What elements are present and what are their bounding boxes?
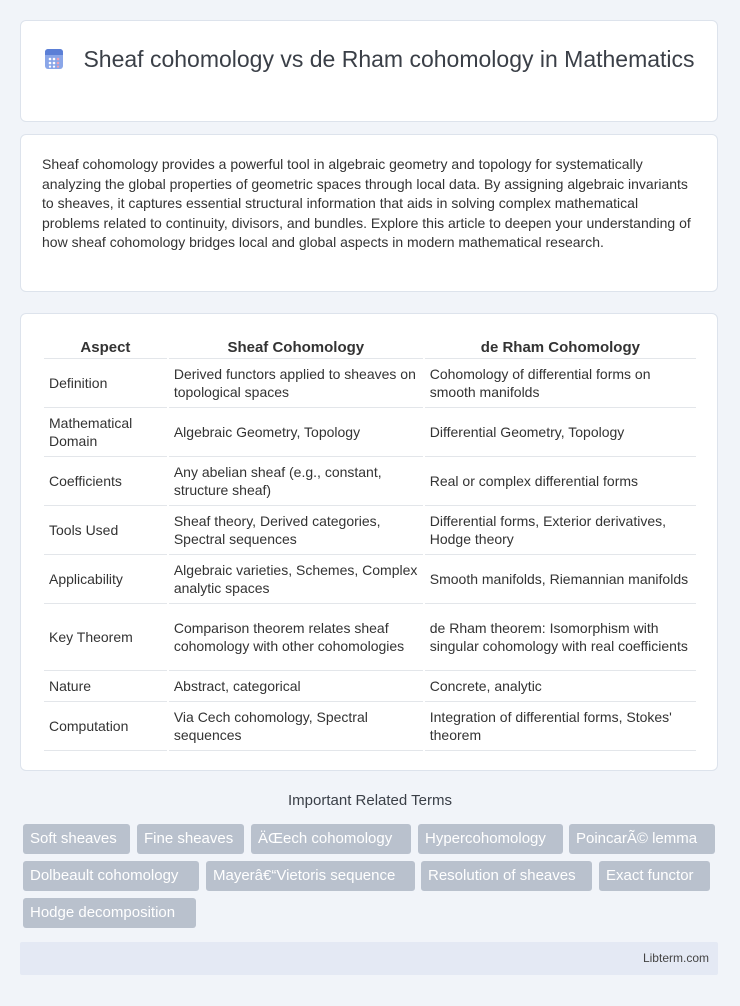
cell-derham: Differential forms, Exterior derivatives, Hodge theory bbox=[425, 506, 696, 555]
cell-derham: Cohomology of differential forms on smooth manifolds bbox=[425, 359, 696, 408]
header-aspect: Aspect bbox=[44, 334, 167, 359]
cell-sheaf: Any abelian sheaf (e.g., constant, structure sheaf) bbox=[169, 457, 423, 506]
page-title bbox=[21, 45, 717, 74]
related-terms-heading: Important Related Terms bbox=[288, 792, 452, 809]
cell-sheaf: Via Cech cohomology, Spectral sequences bbox=[169, 702, 423, 751]
cell-aspect: Applicability bbox=[44, 555, 167, 604]
related-term-tag[interactable]: Hypercohomology bbox=[418, 824, 563, 854]
related-term-tag[interactable]: Resolution of sheaves bbox=[421, 861, 592, 891]
cell-sheaf: Derived functors applied to sheaves on topological spaces bbox=[169, 359, 423, 408]
cell-sheaf: Comparison theorem relates sheaf cohomology with other cohomologies bbox=[169, 604, 423, 671]
header-sheaf: Sheaf Cohomology bbox=[169, 334, 423, 359]
comparison-table bbox=[42, 334, 698, 751]
cell-derham: Integration of differential forms, Stokes' theorem bbox=[425, 702, 696, 751]
related-term-tag[interactable]: ÄŒech cohomology bbox=[251, 824, 411, 854]
intro-paragraph: Sheaf cohomology provides a powerful tool in algebraic geometry and topology for systematically analyzing the global properties of geometric spaces through local data. By assigning algebraic invariants to sheaves, it captures essential structural information that aids in solving complex mathematical problems related to continuity, divisors, and bundles. Explore this article to deepen your understanding of how sheaf cohomology bridges local and global aspects in modern mathematical research. bbox=[42, 156, 691, 250]
footer bbox=[20, 942, 718, 975]
cell-aspect: Coefficients bbox=[44, 457, 167, 506]
cell-derham: Differential Geometry, Topology bbox=[425, 408, 696, 457]
footer-site-link[interactable]: Libterm.com bbox=[642, 951, 709, 965]
header-derham: de Rham Cohomology bbox=[425, 334, 696, 359]
related-term-tag[interactable]: Hodge decomposition bbox=[23, 898, 196, 928]
table-row bbox=[44, 457, 696, 506]
cell-derham: Concrete, analytic bbox=[425, 671, 696, 702]
cell-sheaf: Sheaf theory, Derived categories, Spectral sequences bbox=[169, 506, 423, 555]
cell-aspect: Nature bbox=[44, 671, 167, 702]
table-row bbox=[44, 506, 696, 555]
cell-sheaf: Algebraic varieties, Schemes, Complex analytic spaces bbox=[169, 555, 423, 604]
cell-aspect: Computation bbox=[44, 702, 167, 751]
table-row bbox=[44, 555, 696, 604]
cell-derham: de Rham theorem: Isomorphism with singular cohomology with real coefficients bbox=[425, 604, 696, 671]
table-row bbox=[44, 702, 696, 751]
page-title-text: Sheaf cohomology vs de Rham cohomology in Mathematics bbox=[83, 46, 695, 72]
intro-card bbox=[20, 134, 718, 292]
cell-sheaf: Abstract, categorical bbox=[169, 671, 423, 702]
table-row bbox=[44, 671, 696, 702]
related-term-tag[interactable]: Mayerâ€“Vietoris sequence bbox=[206, 861, 415, 891]
related-term-tag[interactable]: Exact functor bbox=[599, 861, 710, 891]
cell-sheaf: Algebraic Geometry, Topology bbox=[169, 408, 423, 457]
cell-derham: Smooth manifolds, Riemannian manifolds bbox=[425, 555, 696, 604]
related-term-tag[interactable]: Soft sheaves bbox=[23, 824, 130, 854]
cell-derham: Real or complex differential forms bbox=[425, 457, 696, 506]
related-term-tag[interactable]: PoincarÃ© lemma bbox=[569, 824, 715, 854]
cell-aspect: Definition bbox=[44, 359, 167, 408]
cell-aspect: Tools Used bbox=[44, 506, 167, 555]
calculator-icon bbox=[43, 48, 65, 70]
title-card bbox=[20, 20, 718, 122]
related-term-tag[interactable]: Dolbeault cohomology bbox=[23, 861, 199, 891]
table-row bbox=[44, 359, 696, 408]
cell-aspect: Key Theorem bbox=[44, 604, 167, 671]
table-row bbox=[44, 604, 696, 671]
cell-aspect: Mathematical Domain bbox=[44, 408, 167, 457]
table-row bbox=[44, 408, 696, 457]
comparison-card bbox=[20, 313, 718, 771]
table-header-row bbox=[44, 334, 696, 359]
related-term-tag[interactable]: Fine sheaves bbox=[137, 824, 244, 854]
